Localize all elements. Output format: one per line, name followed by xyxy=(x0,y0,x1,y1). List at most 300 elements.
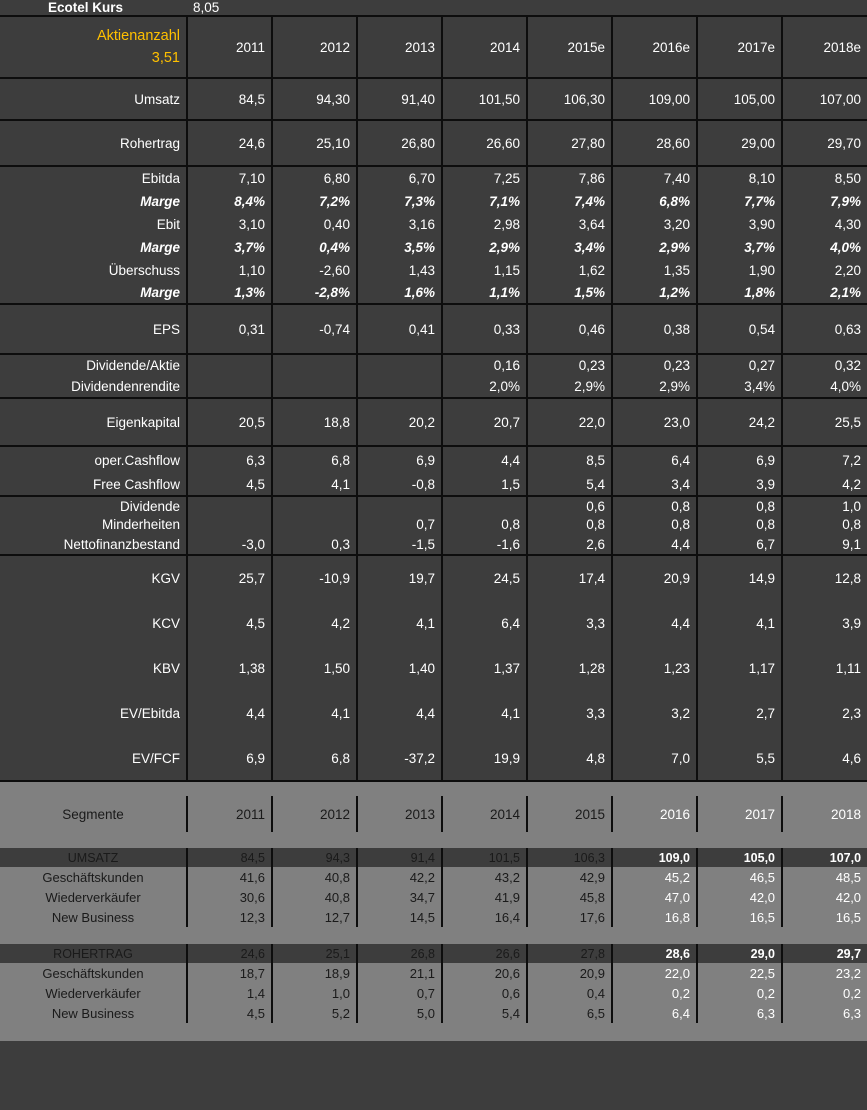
row-value: 4,2 xyxy=(782,474,867,496)
data-row xyxy=(0,212,867,236)
row-value: 6,8% xyxy=(612,190,697,212)
row-value: 20,7 xyxy=(442,398,527,446)
row-value: 2,9% xyxy=(612,376,697,398)
segment-item-row xyxy=(0,963,867,983)
row-value: 0,8 xyxy=(782,515,867,534)
row-value: 101,50 xyxy=(442,78,527,120)
row-label: Überschuss xyxy=(0,258,187,282)
year-header-2017e: 2017e xyxy=(697,16,782,78)
segment-year-2015: 2015 xyxy=(527,796,612,832)
row-value: 3,10 xyxy=(187,212,272,236)
row-value: 0,6 xyxy=(527,496,612,515)
row-value: 2,20 xyxy=(782,258,867,282)
row-value: 1,5% xyxy=(527,282,612,304)
row-value: 9,1 xyxy=(782,534,867,555)
row-value xyxy=(187,354,272,376)
segment-item-value: 21,1 xyxy=(357,963,442,983)
row-value: 4,1 xyxy=(697,601,782,646)
segment-total-value: 94,3 xyxy=(272,848,357,867)
data-row xyxy=(0,236,867,258)
segment-year-2011: 2011 xyxy=(187,796,272,832)
data-row xyxy=(0,376,867,398)
row-value: 4,5 xyxy=(187,474,272,496)
segment-item-value: 12,7 xyxy=(272,907,357,927)
segment-item-value: 34,7 xyxy=(357,887,442,907)
data-row xyxy=(0,190,867,212)
row-value: 1,6% xyxy=(357,282,442,304)
row-value: 0,16 xyxy=(442,354,527,376)
row-value: 0,32 xyxy=(782,354,867,376)
row-value: 18,8 xyxy=(272,398,357,446)
row-value: 3,16 xyxy=(357,212,442,236)
segment-total-value: 91,4 xyxy=(357,848,442,867)
segment-total-label: UMSATZ xyxy=(0,848,187,867)
segment-year-2018: 2018 xyxy=(782,796,867,832)
row-value: 4,30 xyxy=(782,212,867,236)
row-value: 4,5 xyxy=(187,601,272,646)
row-value: 0,38 xyxy=(612,304,697,354)
row-value: 24,5 xyxy=(442,555,527,601)
data-row xyxy=(0,691,867,736)
row-value: 1,8% xyxy=(697,282,782,304)
segment-item-row xyxy=(0,867,867,887)
row-value: 6,3 xyxy=(187,446,272,474)
segment-item-value: 5,0 xyxy=(357,1003,442,1023)
segment-item-value: 16,4 xyxy=(442,907,527,927)
segment-total-value: 26,6 xyxy=(442,944,527,963)
row-value: 17,4 xyxy=(527,555,612,601)
segment-item-value: 0,7 xyxy=(357,983,442,1003)
row-value: -10,9 xyxy=(272,555,357,601)
row-value: 6,9 xyxy=(187,736,272,781)
segment-total-value: 101,5 xyxy=(442,848,527,867)
row-value: 27,80 xyxy=(527,120,612,166)
segment-spacer xyxy=(0,782,867,796)
title-spacer xyxy=(272,0,357,16)
row-value: 22,0 xyxy=(527,398,612,446)
row-value xyxy=(272,515,357,534)
row-value: 4,6 xyxy=(782,736,867,781)
row-value: 1,15 xyxy=(442,258,527,282)
year-header-2011: 2011 xyxy=(187,16,272,78)
row-value: 0,4% xyxy=(272,236,357,258)
data-row xyxy=(0,78,867,120)
row-value: -1,6 xyxy=(442,534,527,555)
row-value: -1,5 xyxy=(357,534,442,555)
row-value: 3,9 xyxy=(697,474,782,496)
title-spacer xyxy=(697,0,782,16)
row-value: 12,8 xyxy=(782,555,867,601)
data-row xyxy=(0,258,867,282)
segment-item-row xyxy=(0,983,867,1003)
segment-item-value: 6,5 xyxy=(527,1003,612,1023)
row-value: 107,00 xyxy=(782,78,867,120)
data-row xyxy=(0,515,867,534)
row-value: 3,3 xyxy=(527,601,612,646)
row-value: 20,9 xyxy=(612,555,697,601)
segment-item-value: 42,2 xyxy=(357,867,442,887)
row-label: Marge xyxy=(0,190,187,212)
row-value: 3,64 xyxy=(527,212,612,236)
row-value: 0,8 xyxy=(527,515,612,534)
row-value: 0,33 xyxy=(442,304,527,354)
row-value: 1,37 xyxy=(442,646,527,691)
segment-total-value: 28,6 xyxy=(612,944,697,963)
row-value: 5,4 xyxy=(527,474,612,496)
row-value: 6,70 xyxy=(357,166,442,190)
row-value: 4,4 xyxy=(187,691,272,736)
row-label: KGV xyxy=(0,555,187,601)
data-row xyxy=(0,474,867,496)
year-header-2013: 2013 xyxy=(357,16,442,78)
row-value xyxy=(272,376,357,398)
row-value: 5,5 xyxy=(697,736,782,781)
segment-item-label: New Business xyxy=(0,907,187,927)
row-value: 3,4% xyxy=(697,376,782,398)
segment-item-value: 5,4 xyxy=(442,1003,527,1023)
row-label: KBV xyxy=(0,646,187,691)
row-label: Nettofinanzbestand xyxy=(0,534,187,555)
row-value: 3,90 xyxy=(697,212,782,236)
spacer-cell xyxy=(0,1023,867,1041)
row-value xyxy=(187,515,272,534)
row-value: 3,3 xyxy=(527,691,612,736)
row-value: 0,8 xyxy=(612,515,697,534)
row-value: 0,63 xyxy=(782,304,867,354)
row-value: 8,4% xyxy=(187,190,272,212)
year-header-2016e: 2016e xyxy=(612,16,697,78)
row-value: 0,40 xyxy=(272,212,357,236)
row-value: 6,9 xyxy=(697,446,782,474)
segment-spacer xyxy=(0,927,867,944)
row-value: 26,80 xyxy=(357,120,442,166)
segment-total-value: 29,0 xyxy=(697,944,782,963)
row-value: 3,7% xyxy=(697,236,782,258)
data-row xyxy=(0,496,867,515)
segment-item-value: 18,9 xyxy=(272,963,357,983)
row-value: 19,9 xyxy=(442,736,527,781)
row-value: 4,0% xyxy=(782,236,867,258)
spacer-cell xyxy=(0,832,867,848)
segment-item-value: 16,5 xyxy=(782,907,867,927)
segment-item-label: Geschäftskunden xyxy=(0,963,187,983)
data-row xyxy=(0,555,867,601)
segment-total-value: 26,8 xyxy=(357,944,442,963)
row-value: 0,27 xyxy=(697,354,782,376)
company-name: Ecotel Kurs xyxy=(0,0,187,16)
segment-year-2012: 2012 xyxy=(272,796,357,832)
segment-year-2013: 2013 xyxy=(357,796,442,832)
row-value: -2,8% xyxy=(272,282,357,304)
segment-total-label: ROHERTRAG xyxy=(0,944,187,963)
row-label: Dividende/Aktie xyxy=(0,354,187,376)
row-value: 7,1% xyxy=(442,190,527,212)
row-value: 1,17 xyxy=(697,646,782,691)
row-value: 2,9% xyxy=(527,376,612,398)
row-value: 91,40 xyxy=(357,78,442,120)
title-spacer xyxy=(357,0,442,16)
row-value: 3,2 xyxy=(612,691,697,736)
row-value: 0,46 xyxy=(527,304,612,354)
segment-item-value: 22,0 xyxy=(612,963,697,983)
row-value: 25,5 xyxy=(782,398,867,446)
segment-total-value: 29,7 xyxy=(782,944,867,963)
segment-item-row xyxy=(0,887,867,907)
title-row xyxy=(0,0,867,16)
row-value: 0,8 xyxy=(442,515,527,534)
year-header-2018e: 2018e xyxy=(782,16,867,78)
share-price: 8,05 xyxy=(187,0,272,16)
row-value: 23,0 xyxy=(612,398,697,446)
row-value: 7,9% xyxy=(782,190,867,212)
segment-item-value: 40,8 xyxy=(272,887,357,907)
row-value xyxy=(272,354,357,376)
row-value: 7,25 xyxy=(442,166,527,190)
row-value: 4,2 xyxy=(272,601,357,646)
row-label: EV/Ebitda xyxy=(0,691,187,736)
row-value: 84,5 xyxy=(187,78,272,120)
row-value: 20,2 xyxy=(357,398,442,446)
row-value: 3,7% xyxy=(187,236,272,258)
row-value: 2,0% xyxy=(442,376,527,398)
segment-year-2014: 2014 xyxy=(442,796,527,832)
row-value: 2,9% xyxy=(612,236,697,258)
segment-total-value: 107,0 xyxy=(782,848,867,867)
row-value: 2,7 xyxy=(697,691,782,736)
row-value: 29,70 xyxy=(782,120,867,166)
row-value: 2,9% xyxy=(442,236,527,258)
row-value: 1,35 xyxy=(612,258,697,282)
segment-item-value: 4,5 xyxy=(187,1003,272,1023)
segment-item-value: 48,5 xyxy=(782,867,867,887)
segment-total-value: 109,0 xyxy=(612,848,697,867)
row-value: 4,4 xyxy=(612,601,697,646)
row-value xyxy=(357,376,442,398)
row-value xyxy=(357,354,442,376)
row-value: -0,8 xyxy=(357,474,442,496)
row-value: 6,9 xyxy=(357,446,442,474)
segment-item-label: Wiederverkäufer xyxy=(0,887,187,907)
shares-label: Aktienanzahl xyxy=(96,27,180,44)
segment-item-value: 41,9 xyxy=(442,887,527,907)
row-value: 0,41 xyxy=(357,304,442,354)
row-value: 28,60 xyxy=(612,120,697,166)
row-value: 25,7 xyxy=(187,555,272,601)
row-value: 8,10 xyxy=(697,166,782,190)
segment-item-value: 45,8 xyxy=(527,887,612,907)
row-value: 7,4% xyxy=(527,190,612,212)
row-value: 3,4% xyxy=(527,236,612,258)
row-value: 1,3% xyxy=(187,282,272,304)
row-label: EV/FCF xyxy=(0,736,187,781)
segment-item-value: 42,0 xyxy=(697,887,782,907)
row-value: 24,2 xyxy=(697,398,782,446)
row-value: 1,10 xyxy=(187,258,272,282)
row-value: 25,10 xyxy=(272,120,357,166)
segment-item-value: 6,4 xyxy=(612,1003,697,1023)
shares-value: 3,51 xyxy=(151,50,180,66)
data-row xyxy=(0,446,867,474)
segment-item-value: 46,5 xyxy=(697,867,782,887)
segment-item-value: 18,7 xyxy=(187,963,272,983)
row-value: 8,5 xyxy=(527,446,612,474)
data-row xyxy=(0,736,867,781)
segment-total-value: 84,5 xyxy=(187,848,272,867)
row-value: 1,90 xyxy=(697,258,782,282)
row-value: 1,50 xyxy=(272,646,357,691)
row-value xyxy=(272,496,357,515)
year-header-2012: 2012 xyxy=(272,16,357,78)
row-value: -0,74 xyxy=(272,304,357,354)
row-value: 6,4 xyxy=(442,601,527,646)
row-value: 7,3% xyxy=(357,190,442,212)
row-value: 109,00 xyxy=(612,78,697,120)
segment-total-value: 25,1 xyxy=(272,944,357,963)
segment-item-value: 40,8 xyxy=(272,867,357,887)
segment-total-row xyxy=(0,848,867,867)
row-value: 19,7 xyxy=(357,555,442,601)
row-value: 2,6 xyxy=(527,534,612,555)
segment-item-value: 0,2 xyxy=(697,983,782,1003)
data-row xyxy=(0,534,867,555)
segment-item-label: Wiederverkäufer xyxy=(0,983,187,1003)
row-value: 0,31 xyxy=(187,304,272,354)
segments-header-row xyxy=(0,796,867,832)
segment-year-2017: 2017 xyxy=(697,796,782,832)
row-value: 1,2% xyxy=(612,282,697,304)
row-label: Eigenkapital xyxy=(0,398,187,446)
row-value: 4,1 xyxy=(272,474,357,496)
segment-item-row xyxy=(0,907,867,927)
row-value: 4,1 xyxy=(442,691,527,736)
row-label: Marge xyxy=(0,282,187,304)
row-value xyxy=(187,496,272,515)
segment-item-value: 42,9 xyxy=(527,867,612,887)
segment-item-value: 14,5 xyxy=(357,907,442,927)
segment-item-label: Geschäftskunden xyxy=(0,867,187,887)
row-value: 29,00 xyxy=(697,120,782,166)
row-value: 105,00 xyxy=(697,78,782,120)
segment-spacer xyxy=(0,832,867,848)
segment-item-value: 16,5 xyxy=(697,907,782,927)
row-value: 0,8 xyxy=(697,515,782,534)
segments-label: Segmente xyxy=(0,796,187,832)
segment-item-value: 1,4 xyxy=(187,983,272,1003)
row-value: 24,6 xyxy=(187,120,272,166)
row-value: 0,8 xyxy=(612,496,697,515)
row-value: 1,43 xyxy=(357,258,442,282)
row-value: -3,0 xyxy=(187,534,272,555)
row-value: 7,7% xyxy=(697,190,782,212)
row-value: 7,2% xyxy=(272,190,357,212)
row-label: EPS xyxy=(0,304,187,354)
data-row xyxy=(0,398,867,446)
row-value: 4,1 xyxy=(272,691,357,736)
row-label: Ebit xyxy=(0,212,187,236)
row-value: 94,30 xyxy=(272,78,357,120)
segment-total-value: 106,3 xyxy=(527,848,612,867)
row-value: 0,23 xyxy=(527,354,612,376)
segment-item-value: 41,6 xyxy=(187,867,272,887)
row-value: 7,86 xyxy=(527,166,612,190)
segment-item-row xyxy=(0,1003,867,1023)
year-header-2015e: 2015e xyxy=(527,16,612,78)
title-spacer xyxy=(442,0,527,16)
row-label: KCV xyxy=(0,601,187,646)
segment-item-value: 20,9 xyxy=(527,963,612,983)
segment-total-row xyxy=(0,944,867,963)
row-value: 7,40 xyxy=(612,166,697,190)
row-value: 1,62 xyxy=(527,258,612,282)
row-value xyxy=(187,376,272,398)
title-spacer xyxy=(527,0,612,16)
row-value: 14,9 xyxy=(697,555,782,601)
row-value: 4,8 xyxy=(527,736,612,781)
row-value: 1,5 xyxy=(442,474,527,496)
row-value xyxy=(442,496,527,515)
title-spacer xyxy=(612,0,697,16)
segment-item-value: 1,0 xyxy=(272,983,357,1003)
row-value: 1,28 xyxy=(527,646,612,691)
data-row xyxy=(0,304,867,354)
row-value: -2,60 xyxy=(272,258,357,282)
row-value: 1,40 xyxy=(357,646,442,691)
row-label: Umsatz xyxy=(0,78,187,120)
row-label: Free Cashflow xyxy=(0,474,187,496)
row-value: 0,23 xyxy=(612,354,697,376)
segment-item-value: 6,3 xyxy=(782,1003,867,1023)
row-value: 7,0 xyxy=(612,736,697,781)
row-value xyxy=(357,496,442,515)
data-row xyxy=(0,120,867,166)
segment-item-value: 45,2 xyxy=(612,867,697,887)
row-value: 6,8 xyxy=(272,736,357,781)
data-row xyxy=(0,646,867,691)
segment-item-value: 22,5 xyxy=(697,963,782,983)
segment-item-value: 42,0 xyxy=(782,887,867,907)
row-value: 7,2 xyxy=(782,446,867,474)
row-label: Dividende xyxy=(0,496,187,515)
row-label: Ebitda xyxy=(0,166,187,190)
segment-total-value: 24,6 xyxy=(187,944,272,963)
segment-item-value: 0,2 xyxy=(612,983,697,1003)
row-value: 1,23 xyxy=(612,646,697,691)
row-value: 1,0 xyxy=(782,496,867,515)
segment-item-value: 16,8 xyxy=(612,907,697,927)
row-value: 0,7 xyxy=(357,515,442,534)
row-label: oper.Cashflow xyxy=(0,446,187,474)
segments-table xyxy=(0,782,867,1041)
row-value: 106,30 xyxy=(527,78,612,120)
segment-item-value: 6,3 xyxy=(697,1003,782,1023)
segment-item-value: 5,2 xyxy=(272,1003,357,1023)
segment-item-value: 20,6 xyxy=(442,963,527,983)
row-value: 4,0% xyxy=(782,376,867,398)
data-row xyxy=(0,282,867,304)
row-value: 3,9 xyxy=(782,601,867,646)
row-value: 6,80 xyxy=(272,166,357,190)
row-value: 2,98 xyxy=(442,212,527,236)
row-value: 3,5% xyxy=(357,236,442,258)
row-value: 4,4 xyxy=(612,534,697,555)
data-row xyxy=(0,601,867,646)
segment-spacer xyxy=(0,1023,867,1041)
row-value: 0,54 xyxy=(697,304,782,354)
row-value: 1,1% xyxy=(442,282,527,304)
spacer-cell xyxy=(0,927,867,944)
row-value: 8,50 xyxy=(782,166,867,190)
row-value: 3,4 xyxy=(612,474,697,496)
